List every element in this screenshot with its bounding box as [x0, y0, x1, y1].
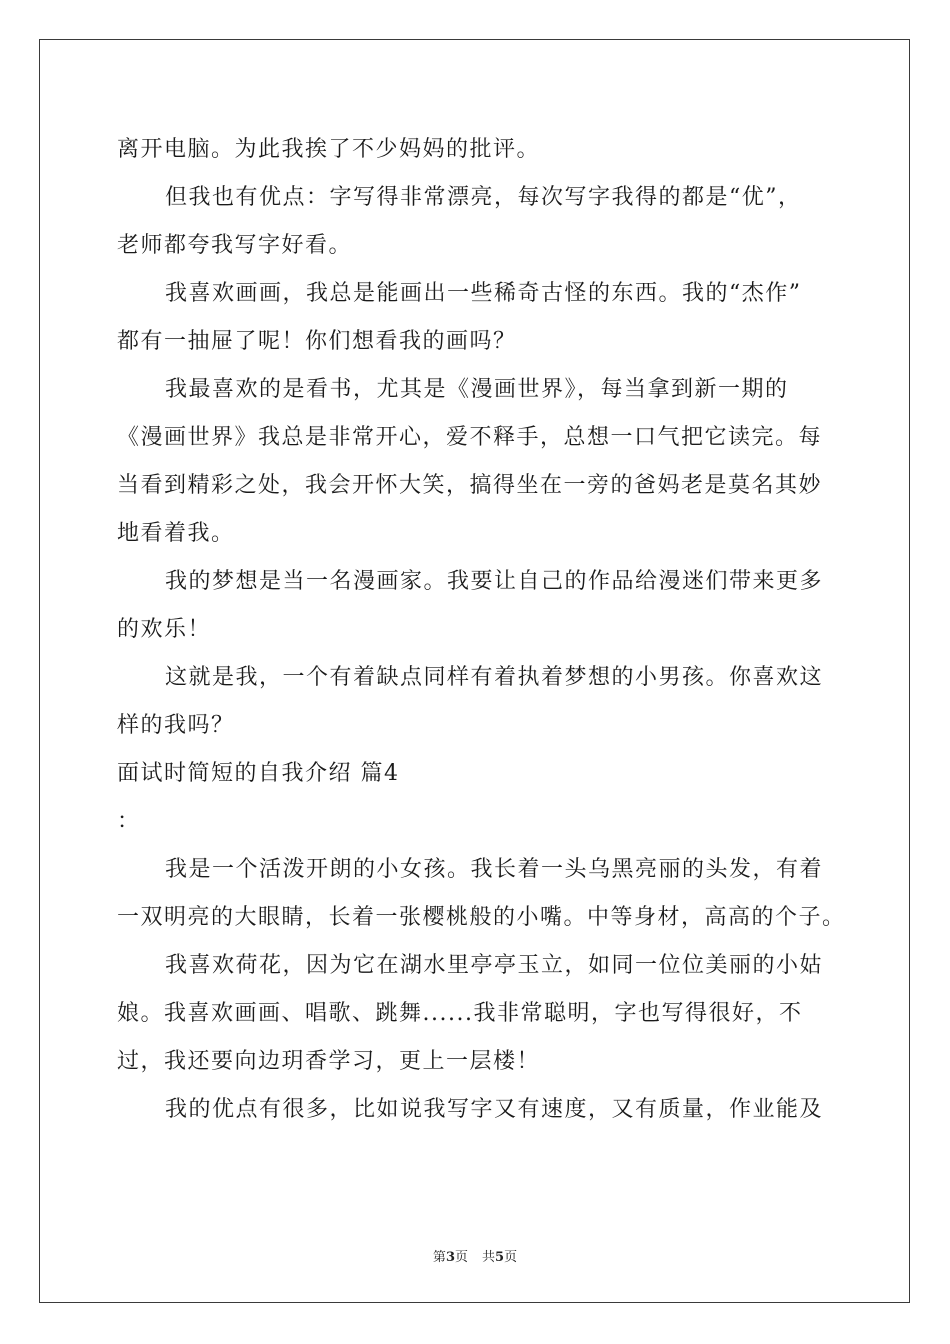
text-line: 都有一抽屉了呢！你们想看我的画吗？: [117, 329, 517, 354]
text-line: 我的优点有很多，比如说我写字又有速度，又有质量，作业能及: [165, 1097, 824, 1122]
text-line: 我喜欢画画，我总是能画出一些稀奇古怪的东西。我的“杰作”: [165, 281, 802, 306]
text-line: 样的我吗？: [117, 713, 235, 738]
page-current: 3: [445, 1250, 455, 1265]
text-line: 一双明亮的大眼睛，长着一张樱桃般的小嘴。中等身材，高高的个子。: [117, 905, 846, 930]
text-line: 我是一个活泼开朗的小女孩。我长着一头乌黑亮丽的头发，有着: [165, 857, 824, 882]
page-total: 5: [495, 1250, 505, 1265]
text-line: 这就是我，一个有着缺点同样有着执着梦想的小男孩。你喜欢这: [165, 665, 824, 690]
text-line: ：: [117, 809, 141, 834]
text-line: 离开电脑。为此我挨了不少妈妈的批评。: [117, 137, 541, 162]
text-line: 我的梦想是当一名漫画家。我要让自己的作品给漫迷们带来更多: [165, 569, 824, 594]
text-line: 的欢乐！: [117, 617, 212, 642]
text-line: 《漫画世界》我总是非常开心，爱不释手，总想一口气把它读完。每: [117, 425, 823, 450]
text-line: 我喜欢荷花，因为它在湖水里亭亭玉立，如同一位位美丽的小姑: [165, 953, 824, 978]
text-line: 娘。我喜欢画画、唱歌、跳舞......我非常聪明，字也写得很好，不: [117, 1001, 803, 1026]
text-line: 当看到精彩之处，我会开怀大笑，搞得坐在一旁的爸妈老是莫名其妙: [117, 473, 823, 498]
document-body: [117, 126, 846, 1134]
section-heading: 面试时简短的自我介绍 篇4: [117, 761, 400, 786]
total-prefix: 共: [482, 1250, 496, 1265]
text-line: 地看着我。: [117, 521, 235, 546]
page-prefix: 第: [432, 1250, 446, 1265]
text-line: 我最喜欢的是看书，尤其是《漫画世界》，每当拿到新一期的: [165, 377, 789, 402]
page-footer: [0, 1246, 950, 1265]
text-line: 但我也有优点：字写得非常漂亮，每次写字我得的都是“优”，: [165, 185, 802, 210]
text-line: 老师都夸我写字好看。: [117, 233, 353, 258]
total-suffix: 页: [504, 1250, 518, 1265]
page-suffix: 页: [454, 1250, 468, 1265]
text-line: 过，我还要向边玥香学习，更上一层楼！: [117, 1049, 541, 1074]
